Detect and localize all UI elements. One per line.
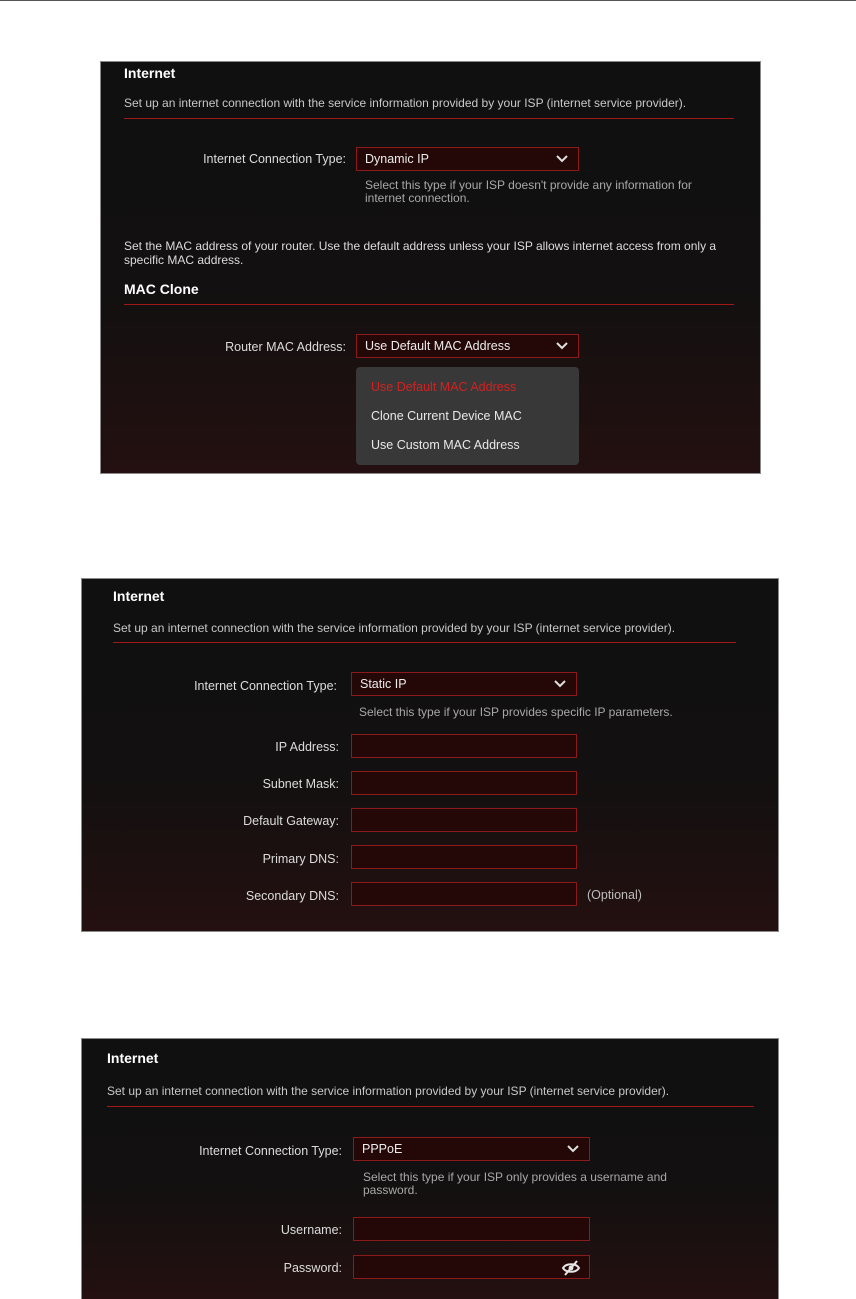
primary-dns-label: Primary DNS: [262,852,339,866]
connection-type-value: Dynamic IP [365,152,429,166]
panel-title: Internet [107,1050,159,1066]
subnet-mask-input[interactable] [351,771,577,795]
panel-description: Set up an internet connection with the service information provided by your ISP (internet service provider). [107,1084,670,1098]
secondary-dns-label: Secondary DNS: [245,889,339,903]
chevron-down-icon [556,155,568,163]
mac-options-menu [356,367,579,465]
mac-clone-title: MAC Clone [124,281,199,297]
connection-type-label: Internet Connection Type: [199,1144,342,1158]
mac-option-custom[interactable]: Use Custom MAC Address [371,438,520,452]
mac-section-divider [124,304,734,305]
default-gateway-input[interactable] [351,808,577,832]
router-mac-label: Router MAC Address: [225,340,346,354]
subnet-mask-label: Subnet Mask: [262,777,339,791]
section-divider [107,1106,754,1107]
username-label: Username: [280,1223,342,1237]
panel-description: Set up an internet connection with the service information provided by your ISP (internet service provider). [124,96,687,110]
connection-type-hint: Select this type if your ISP doesn't provide any information for internet connection. [365,178,692,205]
chevron-down-icon [554,680,566,688]
connection-type-dropdown[interactable] [356,147,579,171]
panel-title: Internet [124,65,176,81]
section-divider [113,642,736,643]
pppoe-panel [81,1038,779,1299]
page-top-rule [0,0,856,1]
connection-type-hint: Select this type if your ISP only provides a username and password. [363,1170,667,1197]
eye-slash-icon[interactable] [561,1260,581,1276]
connection-type-value: PPPoE [362,1142,403,1156]
chevron-down-icon [567,1145,579,1153]
ip-address-label: IP Address: [275,740,339,754]
username-input[interactable] [353,1217,590,1241]
router-mac-dropdown[interactable] [356,334,579,358]
ip-address-input[interactable] [351,734,577,758]
connection-type-value: Static IP [360,677,407,691]
password-input[interactable] [353,1255,590,1279]
mac-option-clone[interactable]: Clone Current Device MAC [371,409,522,423]
dynamic-ip-panel [100,61,761,474]
static-ip-panel [81,578,779,932]
mac-option-default[interactable]: Use Default MAC Address [371,380,517,394]
mac-description: Set the MAC address of your router. Use the default address unless your ISP allows internet access from only a specific MAC address. [124,239,717,267]
connection-type-hint: Select this type if your ISP provides specific IP parameters. [359,705,673,719]
connection-type-dropdown[interactable] [353,1137,590,1161]
section-divider [124,118,734,119]
password-label: Password: [283,1261,342,1275]
connection-type-label: Internet Connection Type: [203,152,346,166]
chevron-down-icon [556,342,568,350]
secondary-dns-input[interactable] [351,882,577,906]
connection-type-dropdown[interactable] [351,672,577,696]
connection-type-label: Internet Connection Type: [194,679,337,693]
panel-title: Internet [113,588,165,604]
router-mac-value: Use Default MAC Address [365,339,511,353]
default-gateway-label: Default Gateway: [243,814,339,828]
panel-description: Set up an internet connection with the service information provided by your ISP (internet service provider). [113,621,676,635]
primary-dns-input[interactable] [351,845,577,869]
optional-note: (Optional) [587,888,642,902]
